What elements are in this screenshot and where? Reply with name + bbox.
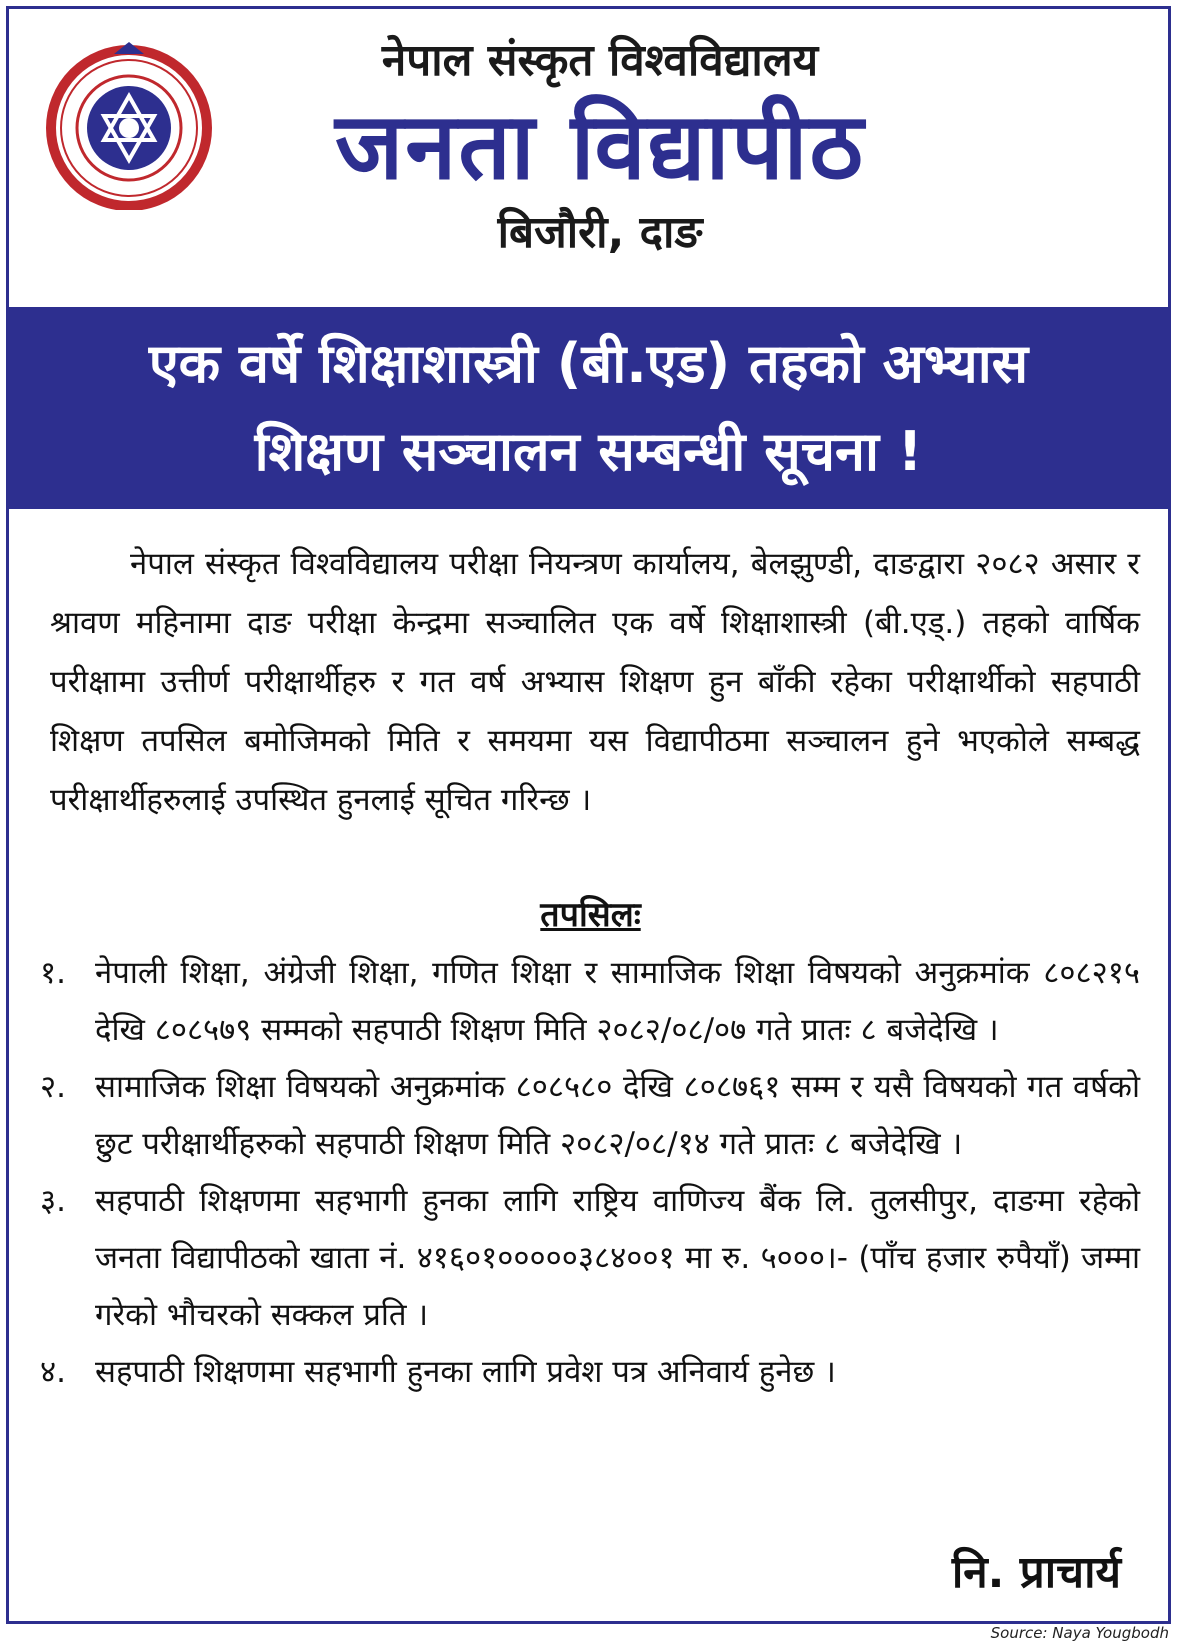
signature-principal: नि. प्राचार्य (951, 1547, 1121, 1598)
list-item-text: नेपाली शिक्षा, अंग्रेजी शिक्षा, गणित शिक्षा र सामाजिक शिक्षा विषयको अनुक्रमांक ८०८२१५ देखि ८०८५७९ सम्मको सहपाठी शिक्षण मिति २०८२/०८/०७ गते प्रातः ८ बजेदेखि । (95, 955, 1140, 1048)
list-item-text: सहपाठी शिक्षणमा सहभागी हुनका लागि राष्ट्रिय वाणिज्य बैंक लि. तुलसीपुर, दाङमा रहेको जनता विद्यापीठको खाता नं. ४१६०१०००००३८४००१ मा रु. ५०००।- (पाँच हजार रुपैयाँ) जम्मा गरेको भौचरको सक्कल प्रति । (95, 1183, 1140, 1333)
source-credit: Source: Naya Yougbodh (990, 1624, 1169, 1642)
list-item-number: ४. (40, 1354, 66, 1390)
list-item-number: ३. (40, 1183, 66, 1219)
list-item (40, 1344, 1140, 1401)
university-name: नेपाल संस्कृत विश्वविद्यालय (381, 35, 819, 86)
notice-title-banner (9, 307, 1168, 509)
details-heading-text: तपसिलः (540, 895, 641, 935)
details-heading (0, 890, 1181, 940)
notice-paragraph: नेपाल संस्कृत विश्वविद्यालय परीक्षा नियन्त्रण कार्यालय, बेलझुण्डी, दाङद्वारा २०८२ असार र श्रावण महिनामा दाङ परीक्षा केन्द्रमा सञ्चालित एक वर्षे शिक्षाशास्त्री (बी.एड्.) तहको वार्षिक परीक्षामा उत्तीर्ण परीक्षार्थीहरु र गत वर्ष अभ्यास शिक्षण हुन बाँकी रहेका परीक्षार्थीको सहपाठी शिक्षण तपसिल बमोजिमको मिति र समयमा यस विद्यापीठमा सञ्चालन हुने भएकोले सम्बद्ध परीक्षार्थीहरुलाई उपस्थित हुनलाई सूचित गरिन्छ । (50, 546, 1140, 818)
list-item (40, 945, 1140, 1059)
campus-name: जनता विद्यापीठ (335, 93, 865, 200)
list-item-number: २. (40, 1069, 66, 1105)
list-item (40, 1173, 1140, 1344)
notice-title-line-2: शिक्षण सञ्चालन सम्बन्धी सूचना ! (254, 420, 923, 483)
details-list (40, 945, 1140, 1401)
list-item-number: १. (40, 955, 66, 991)
header (250, 30, 950, 264)
campus-location: बिजौरी, दाङ (497, 207, 703, 258)
list-item-text: सामाजिक शिक्षा विषयको अनुक्रमांक ८०८५८० देखि ८०८७६१ सम्म र यसै विषयको गत वर्षको छुट परीक्षार्थीहरुको सहपाठी शिक्षण मिति २०८२/०८/१४ गते प्रातः ८ बजेदेखि । (95, 1069, 1140, 1162)
list-item (40, 1059, 1140, 1173)
list-item-text: सहपाठी शिक्षणमा सहभागी हुनका लागि प्रवेश पत्र अनिवार्य हुनेछ । (95, 1354, 836, 1390)
university-seal-icon (44, 40, 214, 210)
notice-title-line-1: एक वर्षे शिक्षाशास्त्री (बी.एड) तहको अभ्यास (148, 332, 1029, 395)
